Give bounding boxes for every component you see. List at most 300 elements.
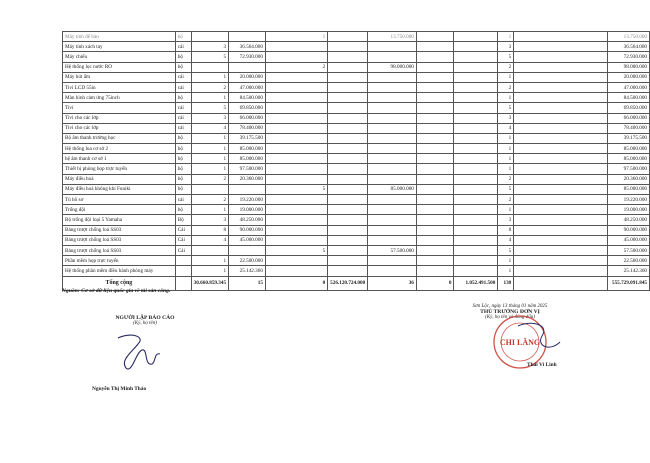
cell-value: bộ	[175, 205, 191, 215]
cell-empty	[514, 266, 608, 276]
cell-value	[368, 144, 417, 154]
cell-empty	[454, 93, 498, 103]
cell-value: bộ	[175, 62, 191, 72]
cell-empty	[454, 103, 498, 113]
cell-value	[191, 62, 228, 72]
cell-value: 20.000.000	[229, 72, 266, 82]
cell-empty	[416, 72, 454, 82]
cell-empty	[416, 52, 454, 62]
cell-empty	[514, 123, 608, 133]
svg-text:CHI LĂNG: CHI LĂNG	[499, 338, 541, 347]
cell-empty	[328, 256, 368, 266]
cell-empty	[328, 42, 368, 52]
total-value: 526.120.724.000	[328, 276, 368, 290]
total-value: 36	[368, 276, 417, 290]
cell-value	[265, 133, 327, 143]
cell-value: 4	[498, 123, 514, 133]
cell-empty	[416, 164, 454, 174]
cell-value: cái	[175, 72, 191, 82]
cell-value: 13.750.000	[607, 32, 649, 42]
cell-asset-name: Hệ thống loa cơ sở 2	[63, 144, 176, 154]
cell-asset-name: Máy chiếu	[63, 52, 176, 62]
cell-empty	[454, 42, 498, 52]
cell-value: 1	[498, 266, 514, 276]
cell-empty	[514, 184, 608, 194]
cell-value: 45.000.000	[607, 235, 649, 245]
cell-value: 3	[191, 215, 228, 225]
cell-asset-name: Hệ thống phần mềm điều hành phòng máy	[63, 266, 176, 276]
table-row	[63, 235, 650, 245]
cell-value: 3	[498, 215, 514, 225]
cell-value: 39.175.500	[229, 133, 266, 143]
cell-empty	[328, 52, 368, 62]
cell-asset-name: Bảng trượt chống loá SS03	[63, 235, 176, 245]
cell-empty	[328, 215, 368, 225]
cell-asset-name: Máy điều hoà	[63, 174, 176, 184]
cell-value: 72.930.000	[607, 52, 649, 62]
cell-empty	[328, 93, 368, 103]
cell-empty	[328, 235, 368, 245]
cell-value: 3	[191, 113, 228, 123]
cell-asset-name: Máy điều hoà không khí Funiki	[63, 184, 176, 194]
cell-value: 1	[191, 72, 228, 82]
table-row	[63, 195, 650, 205]
cell-empty	[328, 62, 368, 72]
table-row	[63, 32, 650, 42]
table-row	[63, 256, 650, 266]
cell-value	[265, 225, 327, 235]
cell-empty	[514, 62, 608, 72]
cell-value: 8	[191, 225, 228, 235]
cell-value: 85.000.000	[229, 144, 266, 154]
cell-value: 19.220.000	[607, 195, 649, 205]
cell-value: 1	[498, 154, 514, 164]
cell-value	[368, 195, 417, 205]
cell-empty	[416, 42, 454, 52]
cell-empty	[416, 256, 454, 266]
cell-empty	[416, 235, 454, 245]
cell-value	[265, 164, 327, 174]
table-row	[63, 184, 650, 194]
left-signature-title: NGƯỜI LẬP BÁO CÁO	[115, 315, 175, 321]
cell-value	[229, 62, 266, 72]
cell-empty	[454, 195, 498, 205]
table-row	[63, 215, 650, 225]
table-row	[63, 113, 650, 123]
cell-value: 90.000.000	[229, 225, 266, 235]
cell-asset-name: Tủ hồ sơ	[63, 195, 176, 205]
table-row	[63, 245, 650, 255]
cell-empty	[514, 52, 608, 62]
cell-empty	[416, 225, 454, 235]
cell-value: 1	[498, 205, 514, 215]
cell-value: Bộ	[175, 215, 191, 225]
cell-value	[368, 205, 417, 215]
cell-empty	[328, 154, 368, 164]
cell-value	[368, 93, 417, 103]
cell-empty	[514, 174, 608, 184]
cell-value: 4	[191, 235, 228, 245]
cell-value	[175, 266, 191, 276]
cell-value: 1	[191, 266, 228, 276]
cell-value	[229, 245, 266, 255]
cell-empty	[454, 174, 498, 184]
cell-value	[368, 103, 417, 113]
right-signature-note: (Ký, họ tên và đóng dấu)	[485, 315, 535, 320]
cell-empty	[328, 103, 368, 113]
cell-value: cái	[175, 195, 191, 205]
total-value: 130	[498, 276, 514, 290]
cell-asset-name: Bộ âm thanh trường học	[63, 133, 176, 143]
cell-value	[265, 52, 327, 62]
cell-value: 1	[191, 164, 228, 174]
cell-value: 25.142.360	[229, 266, 266, 276]
cell-empty	[416, 195, 454, 205]
table-row	[63, 103, 650, 113]
cell-value	[368, 52, 417, 62]
cell-empty	[514, 133, 608, 143]
cell-asset-name: Bảng trượt chống loá SS03	[63, 225, 176, 235]
cell-empty	[514, 164, 608, 174]
cell-value	[368, 266, 417, 276]
cell-value: 5	[498, 103, 514, 113]
table-row	[63, 174, 650, 184]
cell-empty	[328, 195, 368, 205]
cell-value: 1	[498, 32, 514, 42]
cell-value: 78.400.000	[607, 123, 649, 133]
cell-value: 3	[498, 113, 514, 123]
cell-empty	[328, 113, 368, 123]
cell-value: 97.500.000	[607, 164, 649, 174]
cell-value: bộ	[175, 154, 191, 164]
cell-value: 5	[498, 184, 514, 194]
cell-value: 20.000.000	[607, 72, 649, 82]
cell-value: bộ	[175, 52, 191, 62]
cell-value	[265, 82, 327, 92]
cell-value: 3	[498, 42, 514, 52]
cell-empty	[514, 72, 608, 82]
cell-value: 1	[191, 144, 228, 154]
cell-empty	[328, 123, 368, 133]
cell-value: 2	[498, 62, 514, 72]
cell-value: 48.250.000	[229, 215, 266, 225]
cell-value: 97.500.000	[229, 164, 266, 174]
table-row	[63, 266, 650, 276]
cell-empty	[416, 82, 454, 92]
cell-value: 2	[191, 195, 228, 205]
table-row	[63, 154, 650, 164]
cell-value: 1	[498, 93, 514, 103]
cell-value: Cái	[175, 245, 191, 255]
cell-empty	[454, 82, 498, 92]
cell-value	[368, 123, 417, 133]
total-value: 555.729.091.845	[607, 276, 649, 290]
cell-value	[265, 215, 327, 225]
cell-empty	[328, 133, 368, 143]
total-value	[175, 276, 191, 290]
cell-value: 85.000.000	[607, 144, 649, 154]
cell-value	[229, 184, 266, 194]
cell-empty	[454, 62, 498, 72]
left-signature-block	[90, 315, 200, 326]
cell-value	[368, 72, 417, 82]
right-signature-title: THỦ TRƯỞNG ĐƠN VỊ	[480, 309, 540, 315]
cell-value	[191, 32, 228, 42]
cell-value: 20.360.000	[607, 174, 649, 184]
cell-empty	[328, 205, 368, 215]
cell-asset-name: Tivi LCD 55in	[63, 82, 176, 92]
table-row	[63, 72, 650, 82]
cell-value	[265, 256, 327, 266]
cell-value	[368, 133, 417, 143]
cell-value: 2	[498, 82, 514, 92]
cell-empty	[514, 82, 608, 92]
cell-value: 5	[191, 103, 228, 113]
cell-empty	[416, 113, 454, 123]
cell-value: 1	[191, 133, 228, 143]
cell-value: 25.142.360	[607, 266, 649, 276]
cell-value: 19.220.000	[229, 195, 266, 205]
cell-asset-name: Hệ thống lọc nước RO	[63, 62, 176, 72]
cell-empty	[454, 154, 498, 164]
cell-value	[368, 154, 417, 164]
total-label: Tổng cộng	[63, 276, 176, 290]
total-value: 0	[416, 276, 454, 290]
cell-value: 84.500.000	[607, 93, 649, 103]
cell-value	[191, 245, 228, 255]
cell-value: 1	[265, 32, 327, 42]
cell-empty	[328, 164, 368, 174]
cell-value: 2	[265, 62, 327, 72]
cell-value: 22.500.000	[229, 256, 266, 266]
cell-value: cái	[175, 123, 191, 133]
cell-empty	[454, 235, 498, 245]
cell-value: 5	[265, 184, 327, 194]
cell-empty	[514, 245, 608, 255]
cell-empty	[454, 144, 498, 154]
cell-value: cái	[175, 113, 191, 123]
cell-asset-name: Màn hình cảm ứng 75inch	[63, 93, 176, 103]
cell-empty	[416, 62, 454, 72]
asset-table	[62, 31, 650, 291]
cell-empty	[416, 154, 454, 164]
cell-value: 48.250.000	[607, 215, 649, 225]
cell-empty	[328, 32, 368, 42]
cell-value: cái	[175, 42, 191, 52]
cell-empty	[454, 225, 498, 235]
cell-asset-name: Thiết bị phòng họp trực tuyến	[63, 164, 176, 174]
cell-value: 1	[498, 144, 514, 154]
cell-empty	[514, 113, 608, 123]
cell-value	[265, 103, 327, 113]
cell-empty	[454, 164, 498, 174]
table-row	[63, 52, 650, 62]
cell-empty	[454, 32, 498, 42]
cell-value: 1	[191, 93, 228, 103]
cell-value: bộ	[175, 144, 191, 154]
cell-value	[368, 82, 417, 92]
cell-value: 4	[191, 123, 228, 133]
cell-value: bộ	[175, 164, 191, 174]
cell-value: 57.500.000	[368, 245, 417, 255]
cell-value: 78.400.000	[229, 123, 266, 133]
cell-empty	[416, 245, 454, 255]
table-row	[63, 164, 650, 174]
table-row	[63, 144, 650, 154]
cell-empty	[328, 225, 368, 235]
cell-value: 5	[498, 52, 514, 62]
cell-value	[368, 225, 417, 235]
cell-value: 1	[191, 256, 228, 266]
cell-value: 90.000.000	[607, 225, 649, 235]
cell-value: bộ	[175, 174, 191, 184]
total-value: 15	[229, 276, 266, 290]
cell-value: Cái	[175, 225, 191, 235]
total-value: 0	[265, 276, 327, 290]
cell-asset-name: Máy tính xách tay	[63, 42, 176, 52]
cell-value: 1	[498, 133, 514, 143]
cell-empty	[514, 154, 608, 164]
cell-empty	[514, 215, 608, 225]
cell-value: 84.500.000	[229, 93, 266, 103]
cell-value	[175, 256, 191, 266]
cell-value: 1	[498, 72, 514, 82]
cell-value	[265, 266, 327, 276]
cell-value: bộ	[175, 133, 191, 143]
cell-empty	[416, 215, 454, 225]
cell-value	[265, 235, 327, 245]
cell-value	[265, 195, 327, 205]
handwritten-signature-left	[108, 330, 163, 375]
cell-empty	[416, 174, 454, 184]
cell-value	[265, 205, 327, 215]
cell-empty	[328, 82, 368, 92]
cell-value: 2	[498, 195, 514, 205]
total-value: 30.660.859.345	[191, 276, 228, 290]
cell-empty	[514, 225, 608, 235]
cell-value: 72.930.000	[229, 52, 266, 62]
cell-empty	[416, 205, 454, 215]
cell-asset-name: Máy hút ẩm	[63, 72, 176, 82]
cell-value	[265, 154, 327, 164]
cell-empty	[454, 123, 498, 133]
cell-value: 69.850.000	[229, 103, 266, 113]
cell-value: 98.000.000	[607, 62, 649, 72]
cell-asset-name: Máy tính để bàn	[63, 32, 176, 42]
table-row	[63, 123, 650, 133]
cell-value: 85.000.000	[368, 184, 417, 194]
cell-empty	[416, 133, 454, 143]
cell-value: 2	[498, 174, 514, 184]
cell-value: 5	[265, 245, 327, 255]
cell-value	[368, 113, 417, 123]
cell-value: Cái	[175, 235, 191, 245]
left-signature-name: Nguyễn Thị Minh Thảo	[92, 386, 147, 392]
cell-empty	[454, 266, 498, 276]
table-row	[63, 42, 650, 52]
cell-value	[368, 42, 417, 52]
right-signature-name: Thái Vi Linh	[527, 362, 557, 368]
cell-empty	[416, 123, 454, 133]
cell-value: 2	[191, 174, 228, 184]
source-note: Nguồn: Cơ sở dữ liệu quốc gia về tài sản công.	[62, 288, 171, 294]
cell-empty	[514, 32, 608, 42]
cell-value: 5	[191, 52, 228, 62]
cell-value: 57.500.000	[607, 245, 649, 255]
cell-empty	[454, 133, 498, 143]
cell-value: 19.000.000	[229, 205, 266, 215]
cell-empty	[416, 184, 454, 194]
cell-asset-name: Bộ trống đội loại 5 Yamaha	[63, 215, 176, 225]
cell-empty	[328, 245, 368, 255]
cell-value: 47.000.000	[607, 82, 649, 92]
cell-value	[265, 123, 327, 133]
cell-empty	[454, 256, 498, 266]
cell-value: 20.360.000	[229, 174, 266, 184]
total-value: 1.052.491.500	[454, 276, 498, 290]
table-row	[63, 62, 650, 72]
cell-value: 85.000.000	[229, 154, 266, 164]
cell-empty	[328, 174, 368, 184]
cell-value: 45.000.000	[229, 235, 266, 245]
cell-value	[368, 235, 417, 245]
cell-empty	[454, 205, 498, 215]
cell-empty	[328, 72, 368, 82]
cell-empty	[514, 256, 608, 266]
cell-empty	[454, 72, 498, 82]
cell-value	[368, 256, 417, 266]
cell-value: 3	[191, 42, 228, 52]
cell-value: cái	[175, 82, 191, 92]
cell-empty	[416, 32, 454, 42]
cell-empty	[416, 266, 454, 276]
cell-value: 1	[498, 256, 514, 266]
cell-value: 1	[191, 154, 228, 164]
cell-asset-name: Phần mềm họp trực tuyến	[63, 256, 176, 266]
cell-value: 47.000.000	[229, 82, 266, 92]
cell-value: 39.175.500	[607, 133, 649, 143]
cell-value: 66.000.000	[607, 113, 649, 123]
cell-value	[368, 164, 417, 174]
cell-empty	[454, 113, 498, 123]
cell-asset-name: Bảng trượt chống loá SS03	[63, 245, 176, 255]
cell-asset-name: Trống đội	[63, 205, 176, 215]
cell-value	[265, 42, 327, 52]
cell-empty	[454, 215, 498, 225]
cell-value: 1	[191, 205, 228, 215]
total-value	[514, 276, 608, 290]
table-row	[63, 205, 650, 215]
cell-empty	[328, 144, 368, 154]
cell-value: 36.564.000	[607, 42, 649, 52]
cell-value: 22.500.000	[607, 256, 649, 266]
cell-value: 5	[498, 245, 514, 255]
cell-empty	[514, 103, 608, 113]
report-date: Sơn Lộc, ngày 13 tháng 01 năm 2025	[472, 304, 548, 309]
cell-empty	[514, 205, 608, 215]
cell-value: 98.000.000	[368, 62, 417, 72]
cell-value	[265, 113, 327, 123]
cell-empty	[416, 103, 454, 113]
table-row	[63, 82, 650, 92]
cell-value: 8	[498, 225, 514, 235]
cell-value	[368, 174, 417, 184]
cell-empty	[328, 266, 368, 276]
cell-value: 69.850.000	[607, 103, 649, 113]
cell-empty	[514, 93, 608, 103]
cell-value: bộ	[175, 93, 191, 103]
cell-value	[368, 215, 417, 225]
